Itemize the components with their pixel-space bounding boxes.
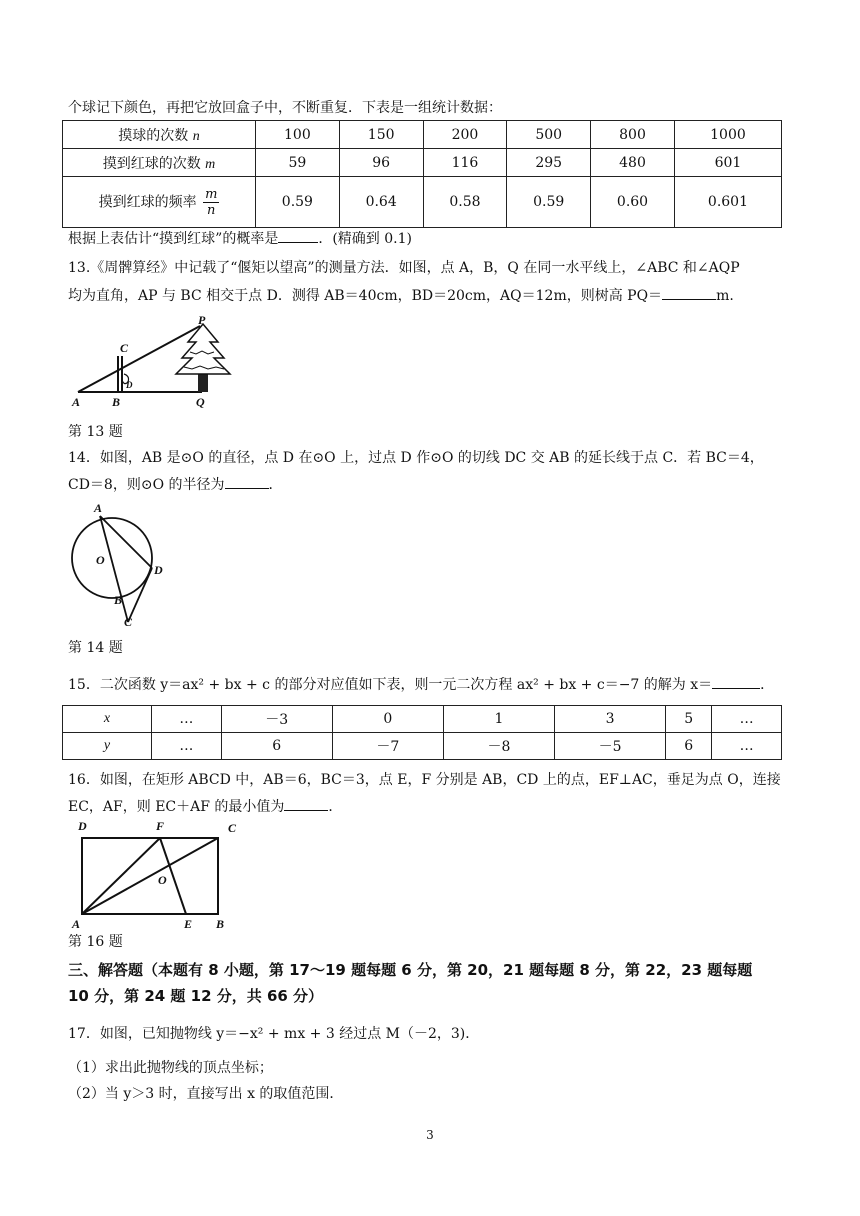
table-cell: 0.59 (256, 177, 340, 228)
quadratic-table (62, 705, 782, 760)
table-cell: －3 (221, 706, 332, 733)
label-d: D (154, 563, 163, 577)
table-cell: －7 (332, 733, 443, 760)
table-cell: x (63, 706, 152, 733)
label-o: O (158, 873, 167, 887)
label-a: A (94, 501, 103, 515)
label-b: B (216, 917, 225, 930)
frequency-table (62, 120, 782, 228)
table-cell: 500 (507, 121, 591, 149)
table-cell: －8 (443, 733, 554, 760)
q13-line1: 13.《周髀算经》中记载了“偃矩以望高”的测量方法．如图，点 A，B，Q 在同一水平线上，∠ABC 和∠AQP (68, 260, 740, 276)
table-cell: 0.601 (674, 177, 781, 228)
label-b: B (112, 395, 121, 409)
table-cell: … (152, 706, 222, 733)
label-p: P (198, 313, 206, 327)
label-a: A (72, 395, 81, 409)
answer-blank[interactable] (662, 285, 716, 300)
q17-sub2: （2）当 y＞3 时，直接写出 x 的取值范围． (68, 1086, 344, 1102)
label-d: D (126, 380, 133, 390)
table-cell: 0.64 (339, 177, 423, 228)
table-cell: … (152, 733, 222, 760)
row-header: 摸到红球的次数 m (63, 149, 256, 177)
label-e: E (184, 917, 193, 930)
table-cell: 0.58 (423, 177, 507, 228)
q13-figure (70, 312, 250, 412)
answer-blank[interactable] (284, 796, 328, 811)
label-b: B (114, 593, 123, 607)
table-cell: 150 (339, 121, 423, 149)
answer-blank[interactable] (225, 474, 269, 489)
label-o: O (96, 553, 105, 567)
q17-sub1: （1）求出此抛物线的顶点坐标； (68, 1060, 273, 1076)
table-row (63, 177, 782, 228)
table-cell: 601 (674, 149, 781, 177)
table-cell: 1 (443, 706, 554, 733)
q16-figure (66, 816, 246, 930)
label-c: C (124, 615, 133, 629)
table-cell: 6 (666, 733, 712, 760)
table-row (63, 733, 782, 760)
table-cell: … (712, 733, 782, 760)
label-a: A (72, 917, 81, 930)
q17-line1: 17．如图，已知抛物线 y＝−x² + mx + 3 经过点 M（－2，3)． (68, 1026, 480, 1042)
q14-line2: CD＝8，则⊙O 的半径为 ． (68, 474, 283, 495)
table-row (63, 706, 782, 733)
q16-caption: 第 16 题 (68, 934, 123, 950)
label-c: C (228, 821, 237, 835)
table-cell: 6 (221, 733, 332, 760)
table-cell: 5 (666, 706, 712, 733)
table-row (63, 149, 782, 177)
q16-line2: EC，AF，则 EC＋AF 的最小值为 ． (68, 796, 342, 817)
table-cell: 295 (507, 149, 591, 177)
label-d: D (78, 819, 87, 833)
table-cell: 96 (339, 149, 423, 177)
table-cell: －5 (555, 733, 666, 760)
q16-line1: 16．如图，在矩形 ABCD 中，AB＝6，BC＝3，点 E，F 分别是 AB，CD 上的点，EF⊥AC，垂足为点 O，连接 (68, 772, 781, 788)
table-cell: 3 (555, 706, 666, 733)
q13-caption: 第 13 题 (68, 424, 123, 440)
q15-text: 15．二次函数 y＝ax² + bx + c 的部分对应值如下表，则一元二次方程 ax² + bx + c＝−7 的解为 x＝ ． (68, 674, 774, 695)
page-number: 3 (426, 1128, 434, 1142)
table-cell: 100 (256, 121, 340, 149)
table-row (63, 121, 782, 149)
label-c: C (120, 341, 129, 355)
section3-heading-line1: 三、解答题（本题有 8 小题，第 17～19 题每题 6 分，第 20，21 题每题 8 分，第 22，23 题每题 (68, 961, 753, 979)
table-cell: 59 (256, 149, 340, 177)
q14-line1: 14．如图，AB 是⊙O 的直径，点 D 在⊙O 上，过点 D 作⊙O 的切线 DC 交 AB 的延长线于点 C．若 BC＝4， (68, 450, 764, 466)
q13-line2: 均为直角，AP 与 BC 相交于点 D．测得 AB＝40cm，BD＝20cm，AQ＝12m，则树高 PQ＝ m. (68, 285, 734, 306)
label-q: Q (196, 395, 205, 409)
q12-conclusion: 根据上表估计“摸到红球”的概率是 ．(精确到 0.1) (68, 228, 412, 249)
q14-caption: 第 14 题 (68, 640, 123, 656)
table-cell: y (63, 733, 152, 760)
table-cell: 0 (332, 706, 443, 733)
row-header: 摸到红球的频率 $\frac{m}{n}$ (63, 177, 256, 228)
answer-blank[interactable] (278, 228, 318, 243)
answer-blank[interactable] (712, 674, 760, 689)
table-cell: 200 (423, 121, 507, 149)
intro-line: 个球记下颜色，再把它放回盒子中，不断重复．下表是一组统计数据： (68, 100, 502, 116)
table-cell: 116 (423, 149, 507, 177)
table-cell: 0.59 (507, 177, 591, 228)
table-cell: 480 (591, 149, 675, 177)
table-cell: 0.60 (591, 177, 675, 228)
table-cell: … (712, 706, 782, 733)
table-cell: 1000 (674, 121, 781, 149)
label-f: F (156, 819, 165, 833)
row-header: 摸球的次数 n (63, 121, 256, 149)
section3-heading-line2: 10 分，第 24 题 12 分，共 66 分） (68, 987, 324, 1005)
table-cell: 800 (591, 121, 675, 149)
q14-figure (66, 500, 176, 632)
